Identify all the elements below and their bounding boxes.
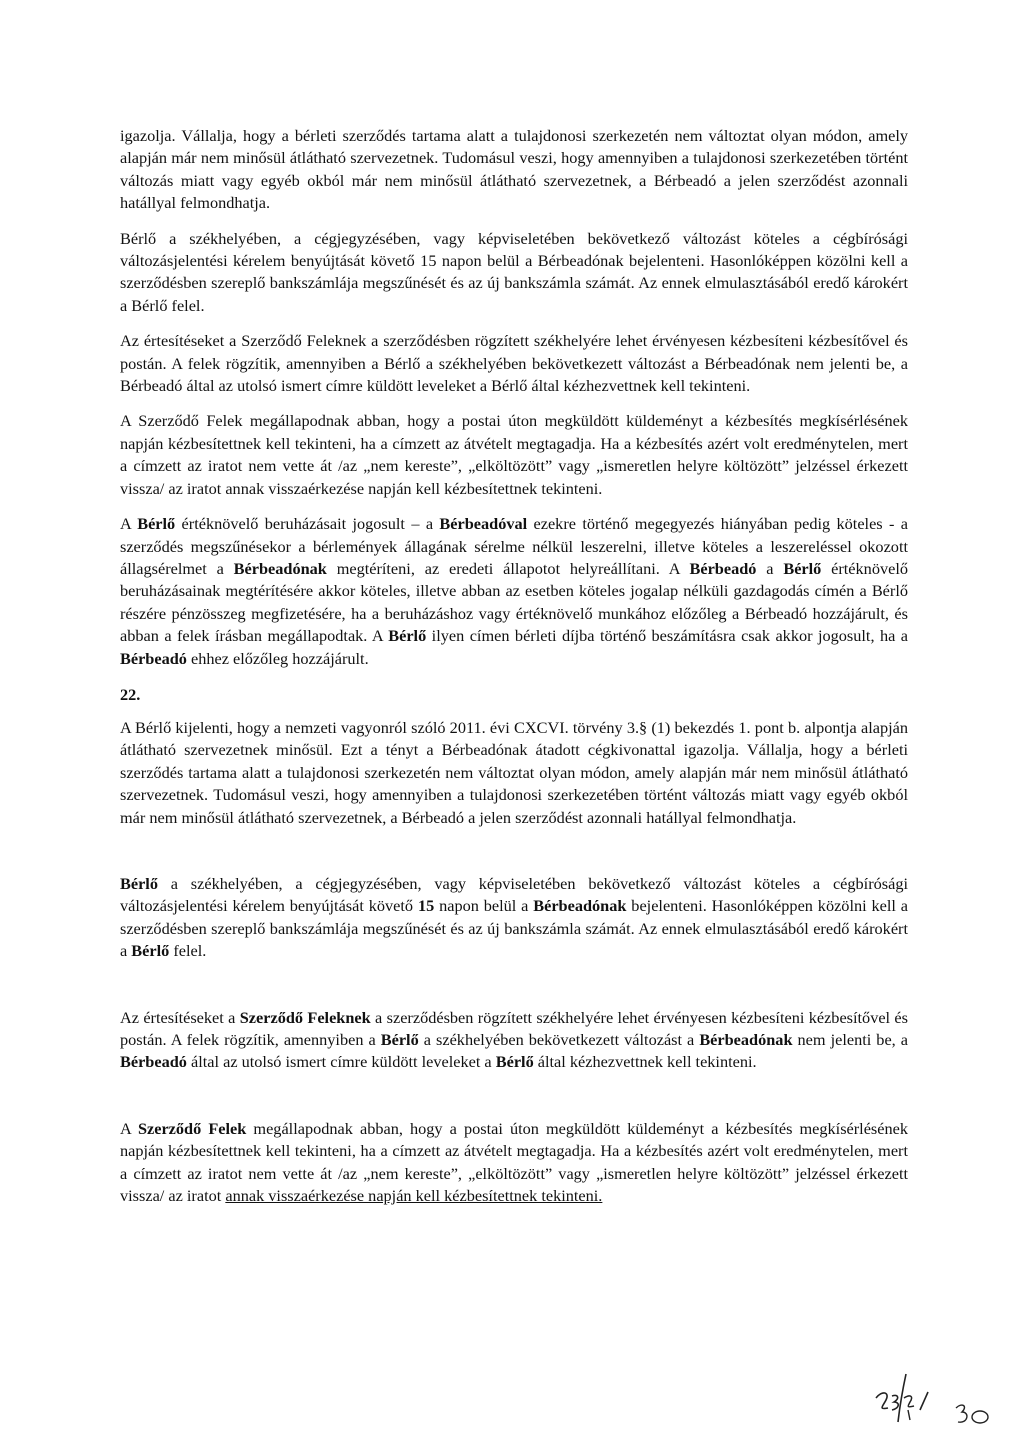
text-run: által az utolsó ismert címre küldött leveleket a [186, 1052, 496, 1072]
bold-term: Bérlő [783, 558, 822, 578]
bold-term: Bérlő [120, 873, 158, 893]
text-run: a [756, 558, 784, 578]
text-run: a székhelyében bekövetkezett változást a [418, 1030, 700, 1049]
text-run: ilyen címen bérleti díjba történő beszámításra csak akkor jogosult, ha a [426, 626, 909, 646]
bold-term: Bérlő [380, 1030, 419, 1049]
page-number-text: 30 [952, 1398, 953, 1399]
paragraph-p1 [120, 125, 908, 215]
bold-term: Bérbeadónak [699, 1030, 793, 1049]
handwritten-initials [870, 1368, 940, 1428]
text-run: értéknövelő beruházásait jogosult – a [175, 514, 440, 534]
bold-term: Szerződő Felek [137, 1118, 247, 1138]
document-body [120, 125, 908, 1207]
bold-term: Bérbeadónak [233, 558, 327, 578]
bold-term: Bérlő [388, 626, 427, 646]
bold-term: Bérbeadóval [439, 514, 528, 534]
text-run: értéknövelő beruházásainak megtérítésére akkor köteles, illetve abban az esetben köteles jogalap nélküli gazdagodás címén a Bérlő részére pénzösszeg megfizetésére, ha a beruházáshoz vagy értéknövelő munkához előzőleg a Bérbeadó hozzájárult, és abban a felek írásban megállapodtak. A [120, 558, 908, 646]
document-page [120, 125, 908, 1207]
paragraph-p3 [120, 330, 908, 397]
bold-term: Bérbeadó [120, 1052, 187, 1072]
text-run: igazolja. Vállalja, hogy a bérleti szerződés tartama alatt a tulajdonosi szerkezetén nem változtat olyan módon, amely alapján már nem minősül átlátható szervezetnek. Tudomásul veszi, hogy amennyiben a tulajdonosi szerkezetében történt változás miatt vagy egyéb okból már nem minősül átlátható szervezetnek, a Bérbeadó a jelen szerződést azonnali hatállyal felmondhatja. [120, 126, 908, 213]
bold-term: Bérlő [137, 514, 176, 534]
text-run: nem jelenti be, a [792, 1030, 908, 1049]
text-run: A [120, 1118, 138, 1138]
text-run: a székhelyében, a cégjegyzésében, vagy képviseletében bekövetkező változást köteles a cégbírósági változásjelentési kérelem benyújtását követő [120, 873, 908, 916]
text-run: 22. [120, 684, 141, 704]
text-run: megtéríteni, az eredeti állapotot helyreállítani. A [326, 558, 690, 578]
text-run: A Bérlő kijelenti, hogy a nemzeti vagyonról szóló 2011. évi CXCVI. törvény 3.§ (1) bekezdés 1. pont b. alpontja alapján átlátható szervezetnek minősül. Ezt a tényt a Bérbeadónak átadott cégkivonattal igazolja. Vállalja, hogy a bérleti szerződés tartama alatt a tulajdonosi szerkezetén nem változtat olyan módon, amely alapján már nem minősül átlátható szervezetnek. Tudomásul veszi, hogy amennyiben a tulajdonosi szerkezetében történt változás miatt vagy egyéb okból már nem minősül átlátható szervezetnek, a Bérbeadó a jelen szerződést azonnali hatállyal felmondhatja. [120, 717, 908, 827]
text-run: bejelenteni. Hasonlóképpen közölni kell a szerződésben szereplő bankszámlája megszűnését és az új bankszámla számát. Az ennek elmulasztásából eredő károkért a [120, 896, 908, 961]
text-run: ehhez előzőleg hozzájárult. [186, 648, 369, 668]
text-run: felel. [169, 941, 207, 961]
bold-term: Bérbeadónak [533, 896, 627, 916]
text-run: megállapodnak abban, hogy a postai úton megküldött küldeményt a kézbesítés megkísérlésének napján kézbesítettnek kell tekinteni, ha a címzett az átvételt megtagadja. Ha a kézbesítés azért volt eredménytelen, mert a címzett az iratot nem vette át /az „nem kereste”, „elköltözött” vagy „ismeretlen helyre költözött” jelzéssel érkezett vissza/ az iratot [120, 1118, 909, 1206]
paragraph-p5 [120, 513, 908, 670]
paragraph-p6 [120, 717, 908, 829]
page-number [952, 1398, 992, 1434]
text-run: által kézhezvettnek kell tekinteni. [533, 1052, 757, 1072]
bold-term: Bérlő [131, 941, 170, 961]
text-run: Az értesítéseket a [120, 1007, 240, 1027]
paragraph-p4 [120, 410, 908, 500]
bold-term: Bérbeadó [689, 558, 757, 578]
text-run: napon belül a [434, 896, 534, 916]
text-run: Bérlő a székhelyében, a cégjegyzésében, vagy képviseletében bekövetkező változást köteles a cégbírósági változásjelentési kérelem benyújtását követő 15 napon belül a Bérbeadónak bejelenteni. Hasonlóképpen közölni kell a szerződésben szereplő bankszámlája megszűnését és az új bankszámla számát. Az ennek elmulasztásából eredő károkért a Bérlő felel. [120, 228, 908, 315]
signature-initials-text: 25/2 [870, 1368, 872, 1369]
section-heading [120, 684, 908, 706]
text-run: A [120, 514, 138, 534]
bold-term: 15 [417, 896, 435, 916]
paragraph-p7 [120, 873, 908, 963]
paragraph-p2 [120, 228, 908, 318]
paragraph-p8 [120, 1007, 908, 1074]
bold-term: Bérbeadó [120, 648, 187, 668]
text-run: Az értesítéseket a Szerződő Feleknek a szerződésben rögzített székhelyére lehet érvényesen kézbesíteni kézbesítővel és postán. A felek rögzítik, amennyiben a Bérlő a székhelyében bekövetkezett változást a Bérbeadónak nem jelenti be, a Bérbeadó által az utolsó ismert címre küldött leveleket a Bérlő által kézhezvettnek kell tekinteni. [120, 331, 908, 396]
bold-term: Szerződő Feleknek [239, 1007, 371, 1027]
underlined-text: annak visszaérkezése napján kell kézbesítettnek tekinteni. [225, 1186, 603, 1206]
bold-term: Bérlő [495, 1052, 534, 1072]
text-run: a szerződésben rögzített székhelyére lehet érvényesen kézbesíteni kézbesítővel és postán. A felek rögzítik, amennyiben a [120, 1007, 908, 1049]
paragraph-p9 [120, 1118, 908, 1208]
text-run: A Szerződő Felek megállapodnak abban, hogy a postai úton megküldött küldeményt a kézbesítés megkísérlésének napján kézbesítettnek kell tekinteni, ha a címzett az átvételt megtagadja. Ha a kézbesítés azért volt eredménytelen, mert a címzett az iratot nem vette át /az „nem kereste”, „elköltözött” vagy „ismeretlen helyre költözött” jelzéssel érkezett vissza/ az iratot annak visszaérkezése napján kell kézbesítettnek tekinteni. [120, 411, 908, 498]
text-run: ezekre történő megegyezés hiányában pedig köteles - a szerződés megszűnésekor a bérlemények állagának sérelme nélkül leszerelni, illetve köteles a leszereléssel okozott állagsérelmet a [120, 514, 908, 578]
